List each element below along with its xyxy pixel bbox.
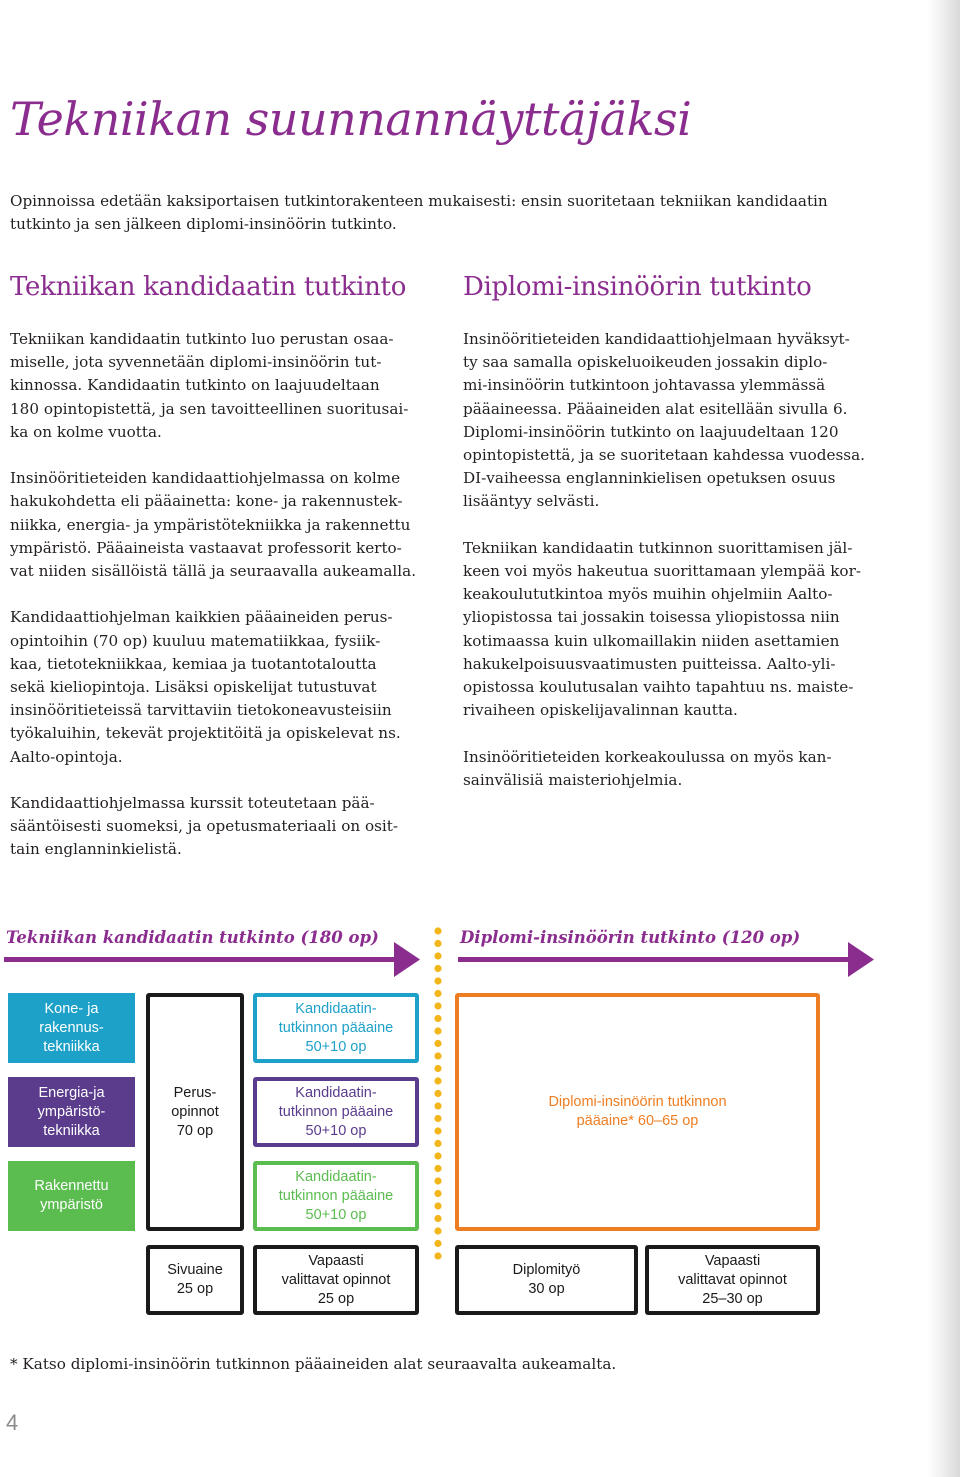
- bachelor-degree-label: Tekniikan kandidaatin tutkinto (180 op): [6, 928, 379, 947]
- master-degree-label: Diplomi-insinöörin tutkinto (120 op): [460, 928, 801, 947]
- text-line: ka on kolme vuotta.: [10, 422, 162, 441]
- divider-dot: [434, 1077, 441, 1084]
- major-box-energia: [8, 1077, 135, 1147]
- divider-dot: [434, 1252, 441, 1259]
- divider-dot: [434, 1090, 441, 1097]
- paragraph: [10, 328, 440, 444]
- text-line: Aalto-opintoja.: [10, 747, 123, 766]
- right-column: [463, 328, 893, 815]
- divider-dot: [434, 1040, 441, 1047]
- text-line: rivaiheen opiskelijavalinnan kautta.: [463, 701, 738, 720]
- text-line: pääaineessa. Pääaineiden alat esitellään sivulla 6.: [463, 399, 848, 418]
- paragraph: [463, 746, 893, 792]
- divider-dot: [434, 1177, 441, 1184]
- divider-dot: [434, 940, 441, 947]
- divider-dot: [434, 1027, 441, 1034]
- arrow-shaft: [458, 957, 850, 962]
- divider-dot: [434, 1115, 441, 1122]
- bachelor-heading: Tekniikan kandidaatin tutkinto: [10, 272, 407, 302]
- text-line: kaa, tietotekniikkaa, kemiaa ja tuotantotaloutta: [10, 654, 377, 673]
- text-line: sääntöisesti suomeksi, ja opetusmateriaali on osit-: [10, 817, 398, 836]
- divider-dot: [434, 1227, 441, 1234]
- page-number: 4: [6, 1410, 19, 1435]
- text-line: Diplomi-insinöörin tutkinto on laajuudeltaan 120: [463, 422, 839, 441]
- divider-dot: [434, 965, 441, 972]
- bachelor-arrow: [4, 942, 420, 978]
- divider-dot: [434, 927, 441, 934]
- bachelor-major-box: [253, 1077, 419, 1147]
- major-box-rakennettu: [8, 1161, 135, 1231]
- paragraph: [10, 606, 440, 768]
- divider-dot: [434, 1165, 441, 1172]
- master-major-box: [455, 993, 820, 1231]
- text-line: mi-insinöörin tutkintoon johtavassa ylemmässä: [463, 376, 826, 395]
- master-arrow: [458, 942, 874, 978]
- minor-subject-box: [146, 1245, 244, 1315]
- box-label: Vapaasti valittavat opinnot 25 op: [281, 1252, 391, 1307]
- divider-dot: [434, 1140, 441, 1147]
- divider-dot: [434, 1152, 441, 1159]
- paragraph: [10, 792, 440, 862]
- box-label: Kandidaatin- tutkinnon pääaine 50+10 op: [278, 1168, 394, 1223]
- box-label: Sivuaine 25 op: [167, 1262, 223, 1297]
- major-box-kone: [8, 993, 135, 1063]
- box-label: Rakennettu ympäristö: [34, 1178, 109, 1213]
- arrow-head: [394, 942, 420, 977]
- text-line: kotimaassa kuin ulkomaillakin niiden asettamien: [463, 631, 840, 650]
- text-line: opistossa koulutusalan vaihto tapahtuu ns. maiste-: [463, 678, 854, 697]
- text-line: vat niiden sisällöistä tällä ja seuraavalla aukeamalla.: [10, 562, 417, 581]
- text-line: Insinööritieteiden korkeakoulussa on myös kan-: [463, 747, 832, 766]
- bachelor-major-box: [253, 1161, 419, 1231]
- arrow-shaft: [4, 957, 396, 962]
- box-label: Energia-ja ympäristö- tekniikka: [37, 1084, 106, 1139]
- text-line: tain englanninkielistä.: [10, 840, 182, 859]
- text-line: ty saa samalla opiskeluoikeuden jossakin diplo-: [463, 353, 828, 372]
- divider-dot: [434, 952, 441, 959]
- master-heading: Diplomi-insinöörin tutkinto: [463, 272, 812, 302]
- text-line: insinööritieteissä tarvittaviin tietokoneavusteisiin: [10, 701, 392, 720]
- text-line: Tekniikan kandidaatin tutkinnon suorittamisen jäl-: [463, 538, 853, 557]
- intro-line: Opinnoissa edetään kaksiportaisen tutkintorakenteen mukaisesti: ensin suoritetaan tekniikan kandidaatin: [10, 192, 828, 210]
- page-edge-shadow: [926, 0, 960, 1477]
- text-line: sainvälisiä maisteriohjelmia.: [463, 770, 683, 789]
- thesis-box: [455, 1245, 638, 1315]
- footnote: * Katso diplomi-insinöörin tutkinnon pääaineiden alat seuraavalta aukeamalta.: [10, 1355, 617, 1373]
- text-line: opintoihin (70 op) kuuluu matematiikkaa, fysiik-: [10, 631, 381, 650]
- divider-dot: [434, 1127, 441, 1134]
- intro-paragraph: [10, 190, 890, 236]
- text-line: hakukelpoisuusvaatimusten puitteissa. Aalto-yli-: [463, 654, 836, 673]
- paragraph: [463, 328, 893, 514]
- box-label: Kandidaatin- tutkinnon pääaine 50+10 op: [278, 1000, 394, 1055]
- divider-dot: [434, 1202, 441, 1209]
- text-line: Insinööritieteiden kandidaattiohjelmassa on kolme: [10, 469, 401, 488]
- elective-studies-box: [645, 1245, 820, 1315]
- text-line: DI-vaiheessa englanninkielisen opetuksen osuus: [463, 469, 836, 488]
- text-line: niikka, energia- ja ympäristötekniikka ja rakennettu: [10, 515, 411, 534]
- bachelor-major-box: [253, 993, 419, 1063]
- box-label: Diplomityö 30 op: [512, 1262, 581, 1297]
- elective-studies-box: [253, 1245, 419, 1315]
- divider-dot: [434, 1015, 441, 1022]
- text-line: miselle, jota syvennetään diplomi-insinöörin tut-: [10, 353, 382, 372]
- divider-dot: [434, 1052, 441, 1059]
- text-line: Tekniikan kandidaatin tutkinto luo perustan osaa-: [10, 330, 394, 348]
- text-line: työkaluihin, tekevät projektitöitä ja opiskelevat ns.: [10, 724, 401, 743]
- divider-dot: [434, 1002, 441, 1009]
- text-line: keen voi myös hakeutua suorittamaan ylempää kor-: [463, 562, 861, 581]
- text-line: ympäristö. Pääaineista vastaavat professorit kerto-: [10, 538, 402, 557]
- text-line: hakukohdetta eli pääainetta: kone- ja rakennustek-: [10, 492, 403, 511]
- text-line: lisääntyy selvästi.: [463, 492, 600, 511]
- arrow-head: [848, 942, 874, 977]
- divider-dot: [434, 1065, 441, 1072]
- box-label: Kandidaatin- tutkinnon pääaine 50+10 op: [278, 1084, 394, 1139]
- text-line: kinnossa. Kandidaatin tutkinto on laajuudeltaan: [10, 376, 380, 395]
- divider-dot: [434, 1190, 441, 1197]
- text-line: sekä kieliopintoja. Lisäksi opiskelijat tutustuvat: [10, 678, 377, 697]
- text-line: Kandidaattiohjelmassa kurssit toteutetaan pää-: [10, 794, 375, 813]
- paragraph: [463, 537, 893, 723]
- box-label: Diplomi-insinöörin tutkinnon pääaine* 60–65 op: [548, 1094, 727, 1129]
- paragraph: [10, 467, 440, 583]
- text-line: 180 opintopistettä, ja sen tavoitteellinen suoritusai-: [10, 399, 409, 418]
- text-line: keakoulututkintoa myös muihin ohjelmiin Aalto-: [463, 585, 833, 604]
- phase-divider-dots: [432, 926, 444, 1261]
- divider-dot: [434, 990, 441, 997]
- text-line: yliopistossa tai jossakin toisessa yliopistossa niin: [463, 608, 840, 627]
- text-line: opintopistettä, ja se suoritetaan kahdessa vuodessa.: [463, 446, 865, 465]
- basic-studies-box: [146, 993, 244, 1231]
- divider-dot: [434, 1240, 441, 1247]
- divider-dot: [434, 1215, 441, 1222]
- text-line: Insinööritieteiden kandidaattiohjelmaan hyväksyt-: [463, 330, 850, 348]
- divider-dot: [434, 1102, 441, 1109]
- left-column: [10, 328, 440, 885]
- intro-line: tutkinto ja sen jälkeen diplomi-insinöörin tutkinto.: [10, 215, 397, 233]
- box-label: Kone- ja rakennus- tekniikka: [39, 1000, 104, 1055]
- text-line: Kandidaattiohjelman kaikkien pääaineiden perus-: [10, 608, 393, 627]
- box-label: Perus- opinnot 70 op: [171, 1084, 219, 1139]
- page-title: Tekniikan suunnannäyttäjäksi: [10, 92, 692, 146]
- divider-dot: [434, 977, 441, 984]
- box-label: Vapaasti valittavat opinnot 25–30 op: [678, 1252, 787, 1307]
